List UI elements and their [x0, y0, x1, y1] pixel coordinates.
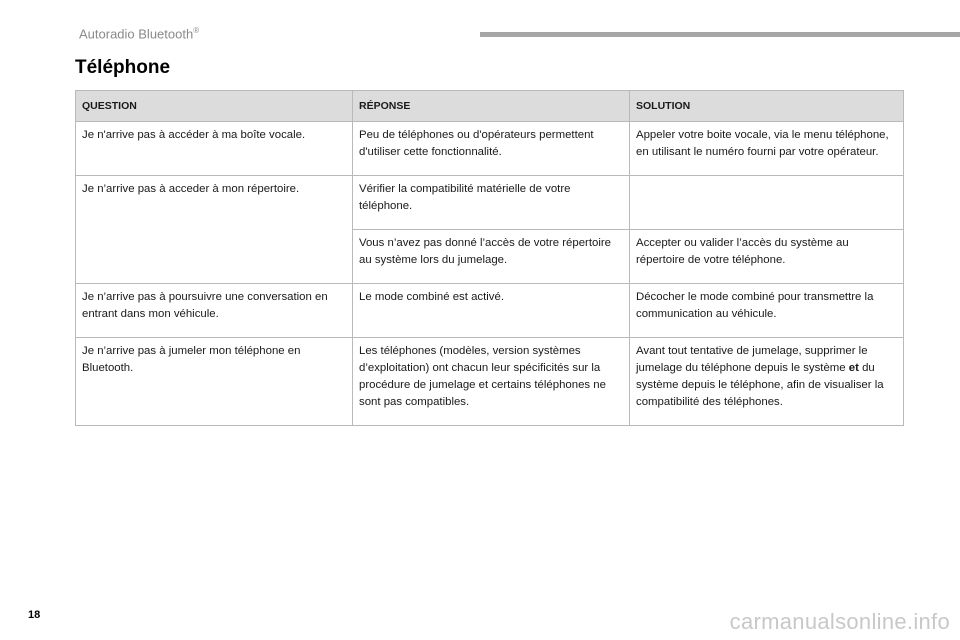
- table-header-row: [76, 91, 904, 122]
- solution-text-part: Avant tout tentative de jumelage, supprimer le jumelage du téléphone depuis le système: [636, 345, 868, 374]
- solution-cell: Décocher le mode combiné pour transmettre la communication au véhicule.: [630, 284, 904, 338]
- response-cell: Vous n’avez pas donné l’accès de votre répertoire au système lors du jumelage.: [353, 230, 630, 284]
- solution-text-part: du système depuis le téléphone, afin de visualiser la compatibilité des téléphones.: [636, 362, 884, 408]
- response-cell: Le mode combiné est activé.: [353, 284, 630, 338]
- question-cell: Je n’arrive pas à jumeler mon téléphone en Bluetooth.: [76, 338, 353, 426]
- page-title: Téléphone: [75, 57, 171, 78]
- page-number: 18: [28, 609, 41, 621]
- column-header-question: QUESTION: [76, 91, 353, 122]
- registered-mark: ®: [193, 26, 200, 35]
- watermark-text: carmanualsonline.info: [729, 609, 950, 634]
- solution-cell: Appeler votre boite vocale, via le menu téléphone, en utilisant le numéro fourni par votre opérateur.: [630, 122, 904, 176]
- column-header-response: RÉPONSE: [353, 91, 630, 122]
- header-section-label: [79, 26, 199, 41]
- header-label-text: Autoradio Bluetooth: [79, 26, 194, 42]
- response-cell: Peu de téléphones ou d'opérateurs permettent d'utiliser cette fonctionnalité.: [353, 122, 630, 176]
- solution-cell: Accepter ou valider l’accès du système au répertoire de votre téléphone.: [630, 230, 904, 284]
- table-row: [76, 176, 904, 230]
- solution-cell: [630, 338, 904, 426]
- faq-table: [75, 90, 904, 426]
- column-header-solution: SOLUTION: [630, 91, 904, 122]
- response-cell: Vérifier la compatibilité matérielle de votre téléphone.: [353, 176, 630, 230]
- table-row: [76, 122, 904, 176]
- header-divider-bar: [480, 32, 960, 37]
- table-row: [76, 338, 904, 426]
- question-cell: Je n’arrive pas à poursuivre une conversation en entrant dans mon véhicule.: [76, 284, 353, 338]
- question-cell: Je n'arrive pas à accéder à ma boîte vocale.: [76, 122, 353, 176]
- solution-bold-text: et: [848, 362, 859, 374]
- response-cell: Les téléphones (modèles, version systèmes d’exploitation) ont chacun leur spécificités sur la procédure de jumelage et certains téléphones ne sont pas compatibles.: [353, 338, 630, 426]
- solution-cell: [630, 176, 904, 230]
- question-cell: Je n’arrive pas à acceder à mon répertoire.: [76, 176, 353, 284]
- table-row: [76, 284, 904, 338]
